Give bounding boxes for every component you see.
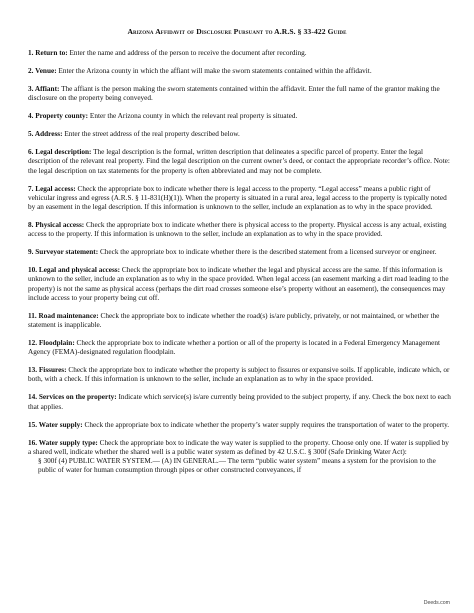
item-text: Check the appropriate box to indicate whether there is legal access to the property. “Legal access” means a public right of vehicular ingress and egress (A.R.S. § 11-831(H)(1)). When the property is situated in a rural area, legal access to the property is typically noted by an easement in the legal description. If this information is unknown to the seller, include an explanation as to why in the space provided.: [28, 184, 447, 212]
item-text: Check the appropriate box to indicate whether a portion or all of the property is located in a Federal Emergency Management Agency (FEMA)-designated regulation floodplain.: [28, 339, 440, 357]
item-label: 7. Legal access:: [28, 184, 76, 193]
item-label: 2. Venue:: [28, 67, 57, 75]
list-item: [28, 85, 452, 103]
statute-subparagraph: § 300f (4) PUBLIC WATER SYSTEM.— (A) IN GENERAL.— The term “public water system” means a system for the provision to the public of water for human consumption through pipes or other constructed conveyances, if: [38, 457, 436, 475]
list-item: [28, 49, 452, 58]
item-text: Check the appropriate box to indicate whether there is physical access to the property. Physical access is any actual, existing access to the property. If this information is unknown to the seller, include an explanation as to why in the space provided.: [28, 221, 447, 239]
list-item: [28, 312, 452, 330]
list-item: [28, 266, 452, 303]
list-item: [28, 67, 452, 76]
item-label: 9. Surveyor statement:: [28, 248, 99, 257]
item-text: Check the appropriate box to indicate whether the property’s water supply requires the transportation of water to the property.: [82, 420, 450, 429]
instruction-list: [28, 49, 452, 484]
list-item: [28, 221, 452, 239]
item-text: Check the appropriate box to indicate whether the road(s) is/are publicly, privately, or not maintained, or whether the statement is inapplicable.: [28, 311, 440, 330]
item-label: 8. Physical access:: [28, 221, 85, 230]
item-label: 13. Fissures:: [28, 366, 67, 375]
list-item: [28, 439, 452, 457]
list-item: [28, 112, 452, 121]
item-label: 5. Address:: [28, 130, 63, 139]
list-item: [28, 366, 452, 384]
item-label: 10. Legal and physical access:: [28, 266, 121, 275]
item-label: 12. Floodplain:: [28, 339, 75, 348]
item-label: 1. Return to:: [28, 49, 68, 57]
item-text: Check the appropriate box to indicate whether the property is subject to fissures or expansive soils. If applicable, indicate which, or both, with a check. If this information is unknown to the seller, include an explanation as to why in the space provided.: [28, 366, 450, 384]
item-text: Check the appropriate box to indicate whether the legal and physical access are the same. If this information is unknown to the seller, include an explanation as to why in the space provided. When legal access (an easement marking a dirt road leading to the property) is not the same as physical access (perhaps the dirt road crosses someone else’s property without an easement), the consequences may include access to your property being cut off.: [28, 266, 449, 302]
item-text: Indicate which service(s) is/are currently being provided to the subject property, if any. Check the box next to each that applies.: [28, 393, 451, 411]
item-text: Enter the name and address of the person to receive the document after recording.: [67, 49, 307, 57]
item-text: Enter the Arizona county in which the affiant will make the sworn statements contained within the affidavit.: [56, 67, 372, 75]
list-item: [28, 248, 452, 257]
list-item: [28, 421, 452, 430]
item-label: 4. Property county:: [28, 112, 89, 121]
list-item: [28, 339, 452, 357]
list-item: [28, 185, 452, 213]
item-text: The affiant is the person making the sworn statements contained within the affidavit. Enter the full name of the grantor making the disclosure on the property being conveyed.: [28, 85, 440, 103]
list-item: [28, 130, 452, 139]
item-label: 15. Water supply:: [28, 420, 83, 429]
item-label: 11. Road maintenance:: [28, 311, 99, 320]
item-text: Enter the street address of the real property described below.: [62, 130, 240, 139]
item-label: 14. Services on the property:: [28, 393, 117, 402]
document-title: Arizona Affidavit of Disclosure Pursuant to A.R.S. § 33-422 Guide: [127, 27, 347, 36]
item-text: Enter the Arizona county in which the relevant real property is situated.: [88, 112, 298, 121]
list-item: [28, 393, 452, 411]
item-label: 3. Affiant:: [28, 85, 60, 93]
footer-watermark: Deeds.com: [423, 600, 450, 606]
item-label: 6. Legal description:: [28, 148, 92, 157]
item-label: 16. Water supply type:: [28, 438, 98, 447]
item-text: Check the appropriate box to indicate the way water is supplied to the property. Choose only one. If water is supplied by a shared well, indicate whether the shared well is a public water system as defined by 42 U.S.C. § 300f (Safe Drinking Water Act):: [28, 438, 449, 456]
list-item: [28, 148, 452, 176]
item-text: Check the appropriate box to indicate whether there is the described statement from a licensed surveyor or engineer.: [98, 248, 437, 257]
item-text: The legal description is the formal, written description that delineates a specific parcel of property. Enter the legal description of the relevant real property. Find the legal description on the current owner’s deed, or contact the appropriate recorder’s office. Note: the legal description on tax statements for the property is often abbreviated and may not be complete.: [28, 148, 450, 175]
